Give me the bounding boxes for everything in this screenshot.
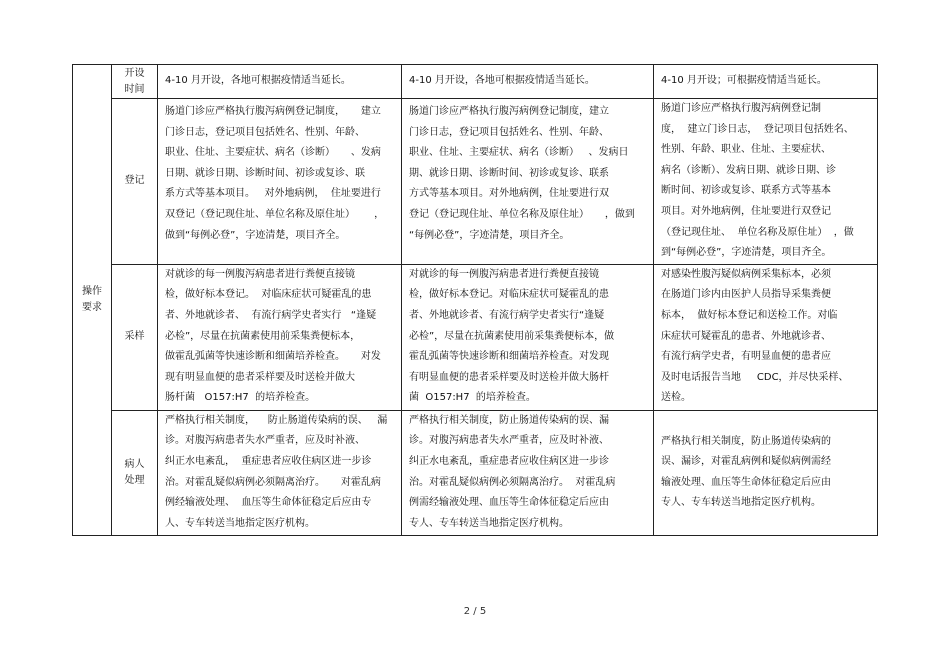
table-cell: 严格执行相关制度，防止肠道传染病的误、漏 诊。对腹泻病患者失水严重者，应及时补液、 纠正水电紊乱，重症患者应收住病区进一步诊 治。对霍乱疑似病例必须隔离治疗。 对霍乱病 例需经输液处理、血压等生命体征稳定后应由 专人、专车转送当地指定医疗机构。 [402,410,654,535]
table-cell: 对就诊的每一例腹泻病患者进行粪便直接镜 检，做好标本登记。对临床症状可疑霍乱的患 者、外地就诊者、有流行病学史者实行“逢疑 必检”，尽量在抗菌素使用前采集粪便标本，做 霍乱弧菌等快速诊断和细菌培养检查。对发现 有明显血便的患者采样要及时送检并做大肠杆 菌 O157:H7 的培养检查。 [402,264,654,410]
table-row [73,410,878,535]
table-cell: 对感染性腹泻疑似病例采集标本，必须 在肠道门诊内由医护人员指导采集粪便 标本， 做好标本登记和送检工作。对临 床症状可疑霍乱的患者、外地就诊者、 有流行病学史者，有明显血便的患者应 及时电话报告当地 CDC，并尽快采样、 送检。 [654,264,878,410]
page-number: 2 / 5 [463,606,487,617]
row-label-sampling: 采样 [112,264,158,410]
table-cell: 严格执行相关制度，防止肠道传染病的 误、漏诊，对霍乱病例和疑似病例需经 输液处理、血压等生命体征稳定后应由 专人、专车转送当地指定医疗机构。 [654,410,878,535]
table-cell: 严格执行相关制度， 防止肠道传染病的误、 漏 诊。对腹泻病患者失水严重者，应及时补液、 纠正水电紊乱， 重症患者应收住病区进一步诊 治。对霍乱疑似病例必须隔离治疗。 对霍乱病 例经输液处理、 血压等生命体征稳定后应由专 人、专车转送当地指定医疗机构。 [158,410,402,535]
table-cell: 肠道门诊应严格执行腹泻病例登记制 度， 建立门诊日志， 登记项目包括姓名、 性别、年龄、职业、住址、主要症状、 病名（诊断）、发病日期、就诊日期、诊 断时间、初诊或复诊、联系方式等基本 项目。对外地病例，住址要进行双登记 （登记现住址、 单位名称及原住址） ，做 到“每例必登”，字迹清楚，项目齐全。 [654,99,878,265]
table-cell: 4-10 月开设，各地可根据疫情适当延长。 [402,65,654,99]
table-row [73,65,878,99]
table-cell: 4-10 月开设；可根据疫情适当延长。 [654,65,878,99]
table-row [73,264,878,410]
table-cell: 4-10 月开设，各地可根据疫情适当延长。 [158,65,402,99]
table-cell: 肠道门诊应严格执行腹泻病例登记制度， 建立 门诊日志，登记项目包括姓名、性别、年龄、 职业、住址、主要症状、病名（诊断） 、发病 日期、就诊日期、诊断时间、初诊或复诊、联 系方式等基本项目。 对外地病例， 住址要进行 双登记（登记现住址、单位名称及原住址） ， 做到“每例必登”，字迹清楚，项目齐全。 [158,99,402,265]
group-label-operation-requirements: 操作 要求 [73,65,112,536]
row-label-patient-handling: 病人 处理 [112,410,158,535]
row-label-registration: 登记 [112,99,158,265]
row-label-opening-time: 开设 时间 [112,65,158,99]
table-cell: 对就诊的每一例腹泻病患者进行粪便直接镜 检，做好标本登记。 对临床症状可疑霍乱的患 者、外地就诊者、 有流行病学史者实行 “逢疑 必检”，尽量在抗菌素使用前采集粪便标本， 做霍乱弧菌等快速诊断和细菌培养检查。 对发 现有明显血便的患者采样要及时送检并做大 肠杆菌 O157:H7 的培养检查。 [158,264,402,410]
table-cell: 肠道门诊应严格执行腹泻病例登记制度，建立 门诊日志，登记项目包括姓名、性别、年龄、 职业、住址、主要症状、病名（诊断） 、发病日 期、就诊日期、诊断时间、初诊或复诊、联系 方式等基本项目。对外地病例，住址要进行双 登记（登记现住址、单位名称及原住址） ，做到 “每例必登”，字迹清楚，项目齐全。 [402,99,654,265]
table-row [73,99,878,265]
requirements-table [72,64,878,536]
